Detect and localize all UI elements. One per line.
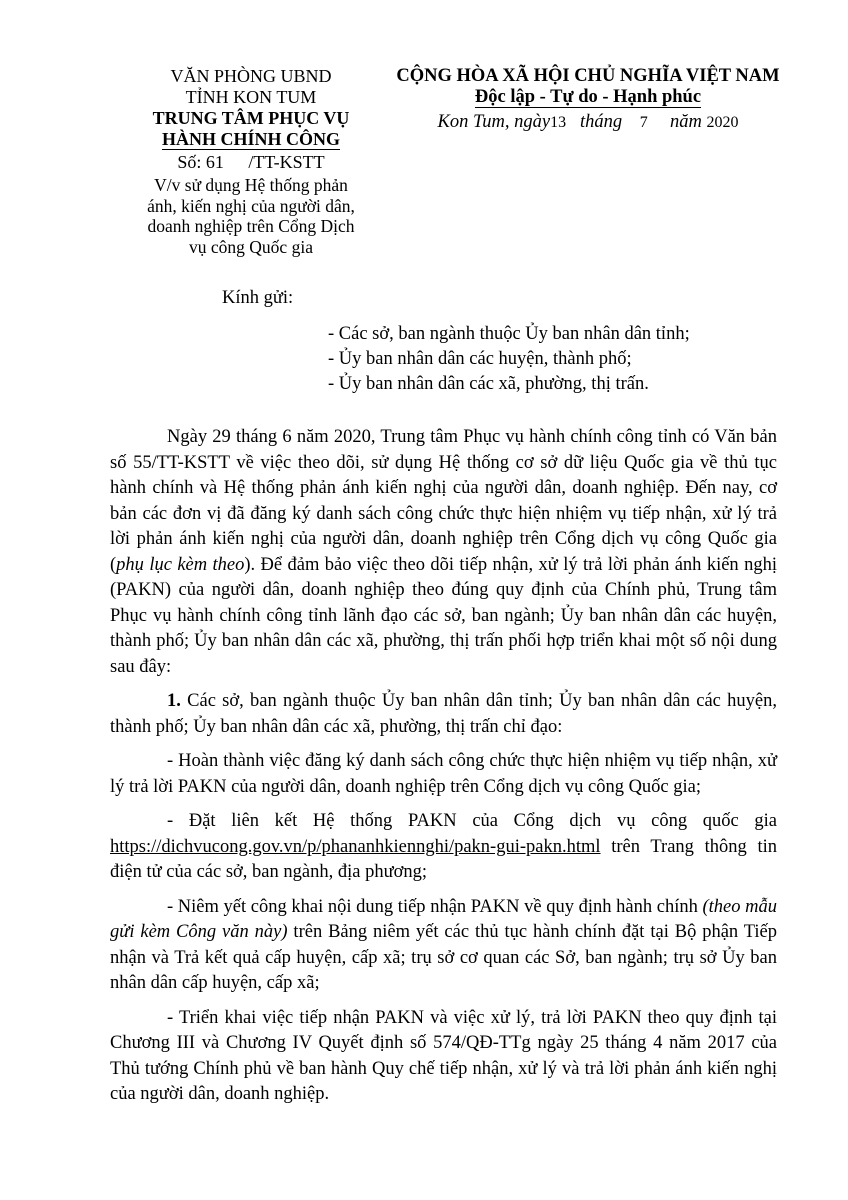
pakn-link[interactable]: https://dichvucong.gov.vn/p/phananhkiennghi/pakn-gui-pakn.html	[110, 836, 601, 857]
item-1-text: Các sở, ban ngành thuộc Ủy ban nhân dân tỉnh; Ủy ban nhân dân các huyện, thành phố; Ủy ban nhân dân các xã, phường, thị trấn chỉ đạo:	[110, 691, 777, 737]
document-subject	[132, 175, 370, 257]
subject-line: V/v sử dụng Hệ thống phản	[154, 175, 348, 195]
agency-name-underlined: HÀNH CHÍNH CÔNG	[161, 129, 340, 149]
subject-line: doanh nghiệp trên Cổng Dịch	[147, 216, 355, 236]
agency-line-1: VĂN PHÒNG UBND	[170, 66, 332, 86]
recipient-item: - Ủy ban nhân dân các huyện, thành phố;	[328, 349, 632, 369]
date-month: 7	[639, 114, 648, 131]
agency-line-4	[132, 129, 370, 150]
number-value: 61	[205, 152, 224, 172]
document-body	[110, 425, 777, 1117]
agency-line-2: TỈNH KON TUM	[185, 87, 317, 107]
paragraph-item-1	[110, 689, 777, 740]
paragraph-link	[110, 809, 777, 886]
paragraph-register: - Hoàn thành việc đăng ký danh sách công chức thực hiện nhiệm vụ tiếp nhận, xử lý trả lời PAKN của người dân, doanh nghiệp trên Cổng dịch vụ công Quốc gia;	[110, 751, 777, 797]
link-outro: trên Trang thông tin điện tử của các sở, ban ngành, địa phương;	[110, 836, 777, 882]
date-day: 13	[550, 114, 567, 131]
document-number	[132, 152, 370, 173]
date-month-label: tháng	[579, 112, 623, 132]
posting-text-cont: trên Bảng niêm yết các thủ tục hành chính đặt tại Bộ phận Tiếp nhận và Trả kết quả cấp huyện, cấp xã; trụ sở cơ quan các Sở, ban ngành; trụ sở Ủy ban nhân dân cấp huyện, cấp xã;	[110, 922, 777, 993]
appendix-note: phụ lục kèm theo	[116, 554, 245, 575]
number-suffix: /TT-KSTT	[248, 152, 325, 172]
motto-row	[378, 87, 798, 108]
issuing-agency-block	[132, 66, 370, 257]
date-year-label: năm	[669, 112, 702, 132]
recipient-item: - Các sở, ban ngành thuộc Ủy ban nhân dân tỉnh;	[328, 324, 690, 344]
intro-text: Ngày 29 tháng 6 năm 2020, Trung tâm Phục vụ hành chính công tỉnh có Văn bản số 55/TT-KSTT về việc theo dõi, sử dụng Hệ thống cơ sở dữ liệu Quốc gia về thủ tục hành chính và Hệ thống phản ánh kiến nghị của người dân, doanh nghiệp. Đến nay, cơ bản các đơn vị đã đăng ký danh sách công chức thực hiện nhiệm vụ tiếp nhận, xử lý trả lời phản ánh kiến nghị của người dân, doanh nghiệp trên Cổng dịch vụ công Quốc gia (	[110, 427, 777, 575]
document-date	[378, 112, 798, 133]
number-label: Số:	[177, 152, 202, 172]
posting-text: - Niêm yết công khai nội dung tiếp nhận PAKN về quy định hành chính	[167, 896, 703, 917]
intro-text-cont: ). Để đảm bảo việc theo dõi tiếp nhận, xử lý trả lời phản ánh kiến nghị (PAKN) của người dân, doanh nghiệp theo đúng quy định của Chính phủ, Trung tâm Phục vụ hành chính công tỉnh lãnh đạo các sở, ban ngành; Ủy ban nhân dân các huyện, thành phố; Ủy ban nhân dân các xã, phường, thị trấn phối hợp triển khai một số nội dung sau đây:	[110, 554, 777, 677]
paragraph-implement: - Triển khai việc tiếp nhận PAKN và việc xử lý, trả lời PAKN theo quy định tại Chương III và Chương IV Quyết định số 574/QĐ-TTg ngày 25 tháng 4 năm 2017 của Thủ tướng Chính phủ về ban hành Quy chế tiếp nhận, xử lý và trả lời phản ánh kiến nghị của người dân, doanh nghiệp.	[110, 1007, 777, 1104]
date-year: 2020	[706, 114, 739, 131]
national-title: CỘNG HÒA XÃ HỘI CHỦ NGHĨA VIỆT NAM	[396, 66, 780, 86]
recipient-list	[328, 322, 690, 397]
national-header-block	[378, 66, 798, 133]
subject-line: vụ công Quốc gia	[189, 236, 313, 257]
date-place: Kon Tum, ngày	[437, 112, 551, 132]
addressee-label: Kính gửi:	[222, 288, 294, 308]
template-note: (theo mẫu gửi kèm Công văn này)	[110, 896, 777, 942]
link-intro: - Đặt liên kết Hệ thống PAKN của Cổng dịch vụ công quốc gia	[167, 811, 777, 831]
item-number: 1.	[167, 691, 181, 711]
subject-line: ánh, kiến nghị của người dân,	[147, 195, 355, 216]
paragraph-intro	[110, 425, 777, 680]
national-motto: Độc lập - Tự do - Hạnh phúc	[474, 87, 702, 107]
paragraph-posting	[110, 895, 777, 997]
agency-line-3: TRUNG TÂM PHỤC VỤ	[152, 108, 350, 128]
recipient-item: - Ủy ban nhân dân các xã, phường, thị trấn.	[328, 374, 649, 394]
